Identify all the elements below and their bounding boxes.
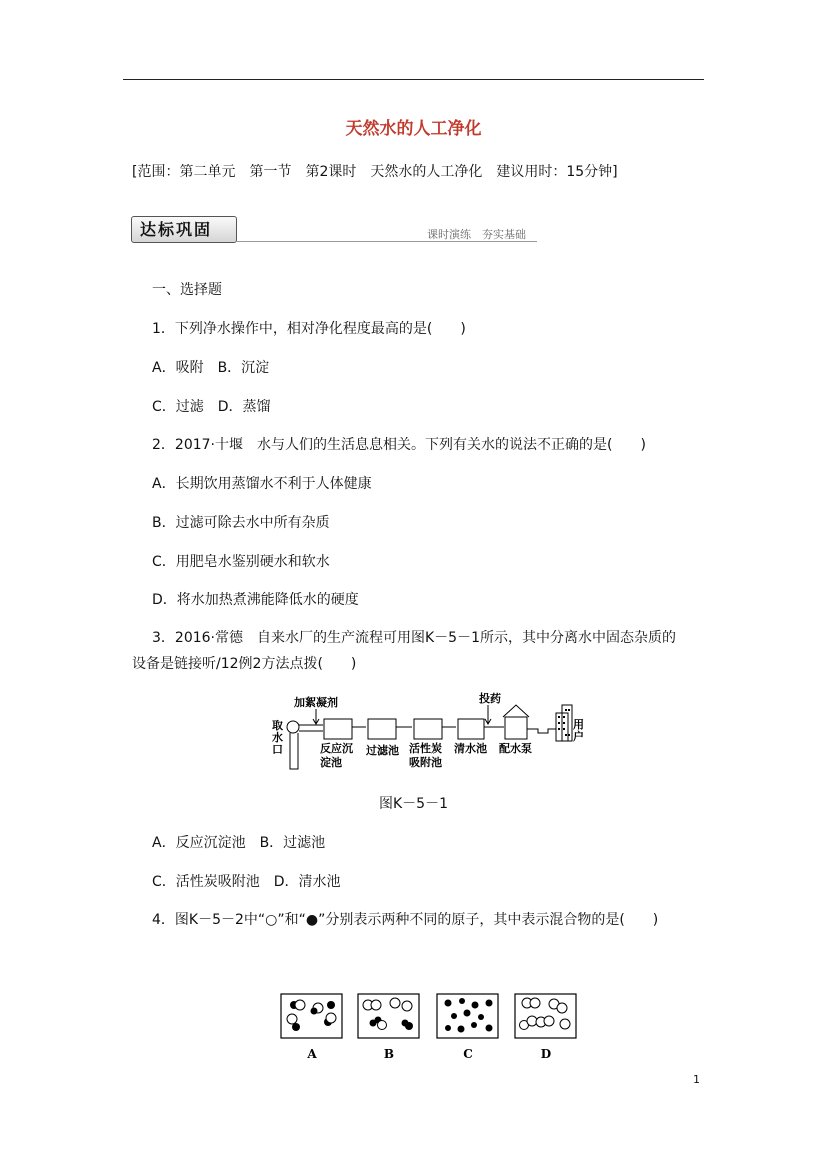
user-label-2: 户 — [573, 730, 584, 743]
label-d: D — [540, 1047, 552, 1061]
user-label-1: 用 — [573, 718, 584, 731]
intake-label-3: 口 — [272, 743, 283, 756]
box-b-content — [363, 998, 413, 1030]
figure-caption: 图K－5－1 — [379, 796, 448, 812]
page-title: 天然水的人工净化 — [345, 119, 482, 139]
coagulant-label: 加絮凝剂 — [294, 696, 338, 709]
q1-stem: 1．下列净水操作中，相对净化程度最高的是( ) — [152, 321, 466, 337]
pump-house — [505, 717, 527, 739]
carbon-tank-label-1: 活性炭 — [409, 742, 442, 755]
q3-options-ab: A．反应沉淀池 B．过滤池 — [152, 835, 326, 851]
filter-tank-label: 过滤池 — [366, 744, 399, 757]
q1-options-ab: A．吸附 B．沉淀 — [152, 360, 270, 376]
box-c-content — [445, 998, 493, 1033]
banner-tab: 达标巩固 — [131, 216, 237, 243]
label-c: C — [463, 1047, 473, 1061]
section-banner — [127, 213, 539, 245]
q2-option-c: C．用肥皂水鉴别硬水和软水 — [152, 554, 330, 570]
clear-tank-label: 清水池 — [454, 742, 487, 755]
water-treatment-diagram — [268, 689, 588, 773]
reaction-tank — [324, 719, 352, 739]
intake-wheel-icon — [287, 721, 299, 733]
q4-stem: 4．图K－5－2中“○”和“●”分别表示两种不同的原子，其中表示混合物的是( ) — [152, 912, 659, 928]
carbon-tank-label-2: 吸附池 — [409, 756, 442, 769]
scope-line: [范围：第二单元 第一节 第2课时 天然水的人工净化 建议用时：15分钟] — [132, 164, 618, 180]
q2-option-a: A．长期饮用蒸馏水不利于人体健康 — [152, 476, 372, 492]
q2-option-b: B．过滤可除去水中所有杂质 — [152, 515, 330, 531]
atom-diagrams — [278, 991, 584, 1063]
section-heading: 一、选择题 — [152, 282, 222, 298]
banner-subtitle: 课时演练 夯实基础 — [427, 228, 526, 241]
pump-label: 配水泵 — [499, 742, 532, 755]
page-number: 1 — [693, 1073, 700, 1086]
label-b: B — [383, 1047, 395, 1061]
carbon-tank — [414, 719, 442, 739]
dosing-label: 投药 — [479, 692, 501, 705]
reaction-tank-label-2: 淀池 — [320, 756, 342, 769]
header-rule — [123, 79, 704, 80]
q3-stem-line1: 3．2016·常德 自来水厂的生产流程可用图K－5－1所示，其中分离水中固态杂质的 — [152, 630, 676, 646]
filter-tank — [368, 719, 396, 739]
q3-options-cd: C．活性炭吸附池 D．清水池 — [152, 874, 341, 890]
label-a: A — [307, 1047, 317, 1061]
reaction-tank-label-1: 反应沉 — [320, 742, 353, 755]
intake-label-1: 取 — [272, 719, 283, 732]
intake-label-2: 水 — [272, 731, 283, 744]
box-a-content — [287, 1000, 336, 1031]
clear-tank — [458, 719, 484, 739]
box-d-content — [520, 998, 571, 1030]
intake-pipe — [290, 733, 298, 769]
q2-stem: 2．2017·十堰 水与人们的生活息息相关。下列有关水的说法不正确的是( ) — [152, 437, 646, 453]
q2-option-d: D．将水加热煮沸能降低水的硬度 — [152, 592, 359, 608]
q1-options-cd: C．过滤 D．蒸馏 — [152, 399, 271, 415]
q3-stem-line2: 设备是链接听/12例2方法点拨( ) — [132, 656, 357, 672]
